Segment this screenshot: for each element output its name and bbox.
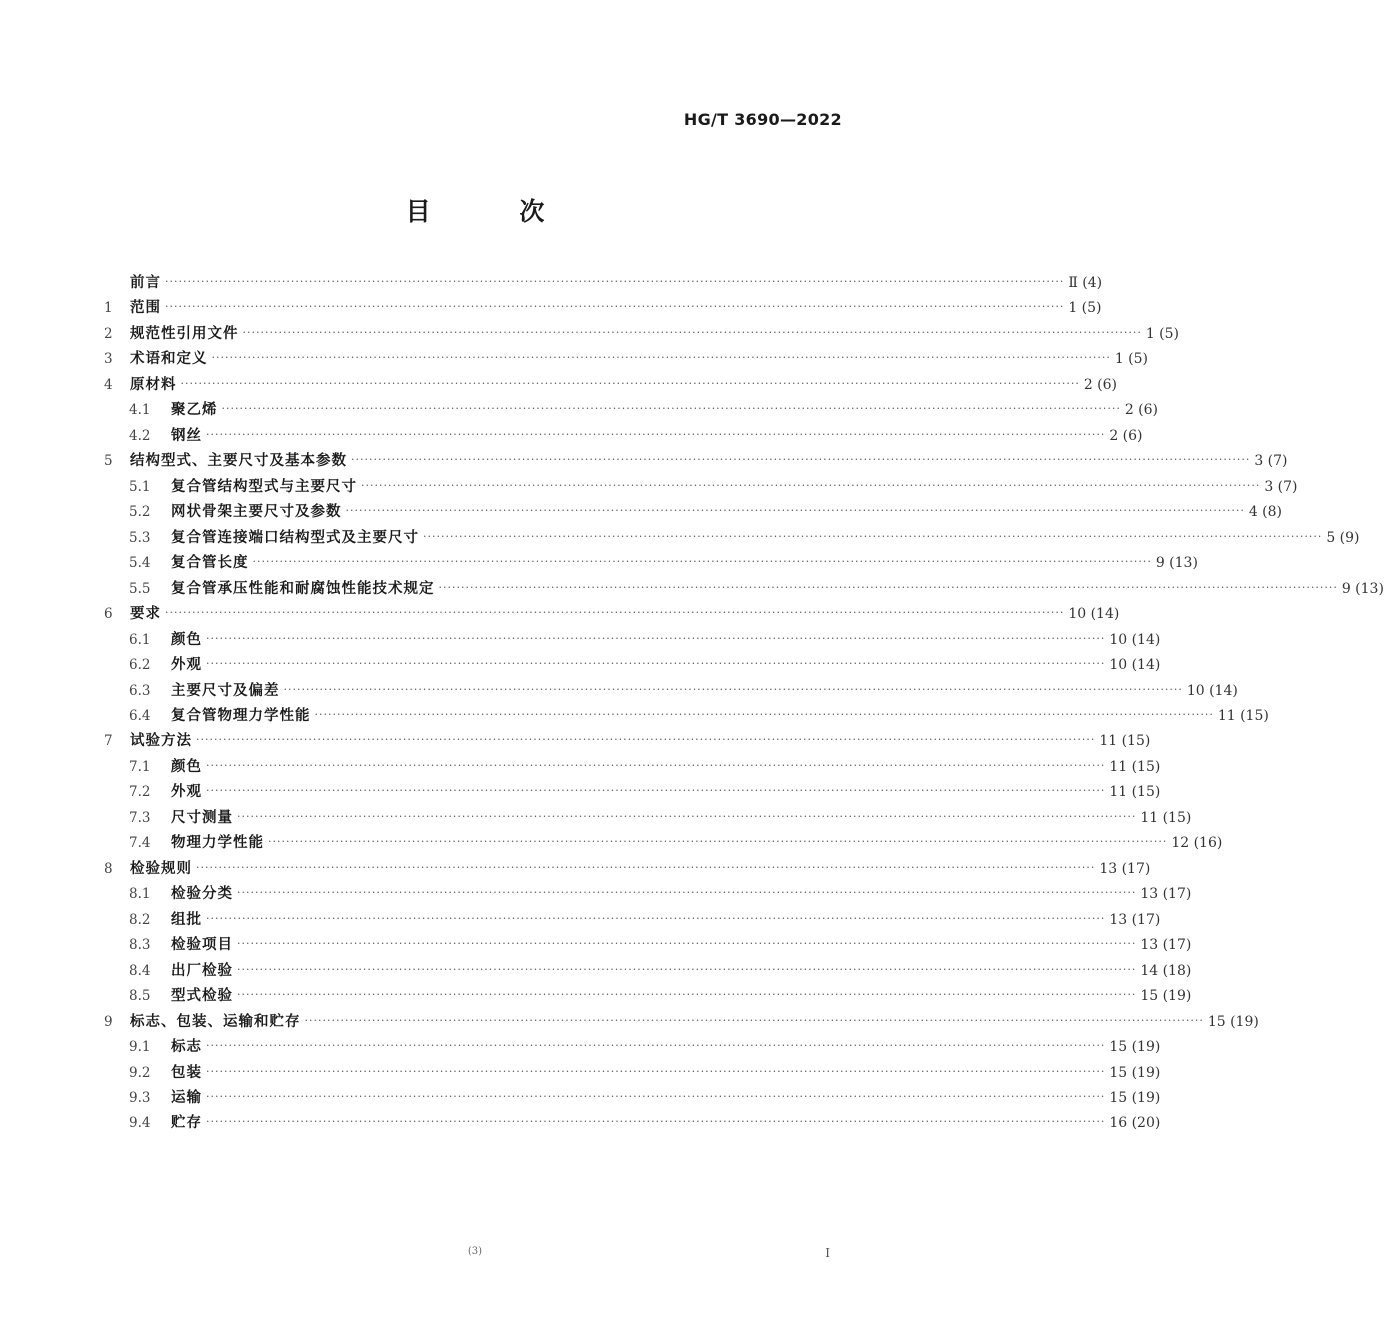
toc-entry-label: 贮存 — [171, 1114, 202, 1132]
toc-entry-number: 6.3 — [129, 682, 151, 699]
toc-entry[interactable] — [104, 628, 1161, 653]
toc-entry-page: 9 (13) — [1341, 580, 1384, 597]
toc-entry-page: 11 (15) — [1140, 809, 1192, 826]
toc-entry-number: 6.4 — [129, 707, 151, 724]
toc-entry[interactable] — [104, 475, 1298, 500]
toc-entry-number: 7.1 — [129, 758, 151, 775]
toc-entry-label: 组批 — [171, 910, 202, 928]
toc-entry-page: 15 (19) — [1207, 1013, 1259, 1030]
toc-entry[interactable] — [104, 984, 1192, 1009]
toc-leader-dots: ········································································································································································································ — [304, 1013, 1204, 1027]
toc-entry[interactable] — [104, 271, 1103, 296]
toc-entry-number: 5.5 — [129, 580, 151, 597]
toc-entry-page: 15 (19) — [1109, 1039, 1161, 1056]
toc-entry[interactable] — [104, 1010, 1259, 1035]
toc-entry-number: 3 — [104, 351, 113, 368]
toc-leader-dots: ········································································································································································································ — [237, 886, 1137, 900]
toc-entry[interactable] — [104, 373, 1118, 398]
toc-entry[interactable] — [104, 398, 1159, 423]
toc-leader-dots: ········································································································································································································ — [237, 962, 1137, 976]
toc-leader-dots: ········································································································································································································ — [165, 606, 1065, 620]
toc-leader-dots: ········································································································································································································ — [351, 453, 1251, 467]
toc-entry[interactable] — [104, 500, 1283, 525]
toc-leader-dots: ········································································································································································································ — [206, 758, 1106, 772]
toc-entry-number: 8.3 — [129, 937, 151, 954]
toc-leader-dots: ········································································································································································································ — [196, 860, 1096, 874]
toc-entry-page: 15 (19) — [1109, 1090, 1161, 1106]
toc-entry-page: 13 (17) — [1099, 860, 1151, 877]
toc-entry-number: 2 — [104, 325, 113, 342]
toc-entry-page: 12 (16) — [1171, 835, 1223, 852]
toc-entry-page: 10 (14) — [1186, 682, 1238, 699]
toc-entry[interactable] — [104, 704, 1269, 729]
toc-entry-label: 颜色 — [171, 630, 202, 648]
toc-leader-dots: ········································································································································································································ — [314, 707, 1214, 721]
toc-entry[interactable] — [104, 755, 1161, 780]
toc-leader-dots: ········································································································································································································ — [361, 478, 1261, 492]
toc-entry-label: 颜色 — [171, 757, 202, 775]
toc-entry-number: 7.4 — [129, 835, 151, 852]
toc-entry-number: 8.2 — [129, 911, 151, 928]
toc-entry[interactable] — [104, 780, 1161, 805]
toc-entry-page: 9 (13) — [1155, 555, 1198, 572]
toc-entry-page: 2 (6) — [1124, 402, 1159, 419]
toc-entry-number: 7.2 — [129, 784, 151, 801]
toc-entry[interactable] — [104, 551, 1198, 576]
toc-entry-page: 10 (14) — [1109, 631, 1161, 648]
toc-leader-dots: ········································································································································································································ — [165, 275, 1065, 288]
toc-entry-page: 1 (5) — [1145, 325, 1180, 342]
toc-leader-dots: ········································································································································································································ — [211, 351, 1111, 365]
toc-entry-page: 1 (5) — [1068, 300, 1102, 317]
toc-leader-dots: ········································································································································································································ — [221, 402, 1121, 416]
toc-entry-page: Ⅱ (4) — [1068, 275, 1103, 291]
toc-entry-number: 9.3 — [129, 1090, 151, 1106]
toc-entry[interactable] — [104, 806, 1192, 831]
toc-entry-label: 复合管连接端口结构型式及主要尺寸 — [171, 528, 419, 546]
toc-leader-dots: ········································································································································································································ — [206, 1115, 1106, 1129]
toc-entry-number: 6.2 — [129, 657, 151, 674]
toc-entry-number: 9.4 — [129, 1115, 151, 1132]
toc-entry[interactable] — [104, 602, 1120, 627]
toc-leader-dots: ········································································································································································································ — [237, 988, 1137, 1002]
toc-leader-dots: ········································································································································································································ — [206, 784, 1106, 798]
toc-entry-label: 规范性引用文件 — [130, 324, 239, 342]
toc-entry-number: 8.1 — [129, 886, 151, 903]
toc-entry-page: 15 (19) — [1109, 1064, 1161, 1081]
toc-entry-number: 8.4 — [129, 962, 151, 979]
toc-entry-label: 外观 — [171, 783, 202, 801]
toc-entry[interactable] — [104, 449, 1288, 474]
toc-entry[interactable] — [104, 322, 1180, 347]
toc-entry-page: 3 (7) — [1254, 453, 1288, 470]
table-of-contents — [104, 271, 1384, 1137]
toc-leader-dots: ········································································································································································································ — [206, 911, 1106, 925]
toc-entry-number: 4 — [104, 376, 113, 393]
toc-entry-label: 标志、包装、运输和贮存 — [130, 1012, 301, 1030]
toc-entry[interactable] — [104, 577, 1384, 602]
toc-entry-label: 出厂检验 — [171, 961, 233, 979]
toc-entry-number: 5.2 — [129, 504, 151, 521]
toc-entry[interactable] — [104, 296, 1102, 321]
toc-entry-label: 主要尺寸及偏差 — [171, 681, 280, 699]
toc-entry[interactable] — [104, 1111, 1161, 1136]
toc-entry-label: 包装 — [171, 1063, 202, 1081]
toc-entry[interactable] — [104, 729, 1151, 754]
toc-leader-dots: ········································································································································································································ — [345, 504, 1245, 518]
toc-leader-dots: ········································································································································································································ — [283, 682, 1183, 696]
standard-code: HG/T 3690—2022 — [683, 110, 842, 129]
toc-entry-label: 术语和定义 — [130, 350, 208, 368]
toc-entry-label: 结构型式、主要尺寸及基本参数 — [130, 452, 347, 470]
toc-entry-label: 原材料 — [130, 375, 177, 393]
toc-entry-label: 复合管长度 — [171, 554, 249, 572]
toc-entry-number: 5.4 — [129, 555, 151, 572]
toc-leader-dots: ········································································································································································································ — [165, 300, 1065, 314]
toc-leader-dots: ········································································································································································································ — [206, 657, 1106, 671]
toc-entry[interactable] — [104, 526, 1360, 551]
toc-entry-page: 11 (15) — [1109, 758, 1161, 775]
toc-entry-label: 范围 — [130, 299, 161, 317]
toc-entry-label: 运输 — [171, 1089, 202, 1106]
toc-entry[interactable] — [104, 933, 1192, 958]
toc-leader-dots: ········································································································································································································ — [438, 580, 1338, 594]
toc-entry[interactable] — [104, 831, 1223, 856]
toc-entry-label: 复合管结构型式与主要尺寸 — [171, 477, 357, 495]
toc-entry-number: 6 — [104, 606, 113, 623]
toc-entry-page: 1 (5) — [1114, 351, 1149, 368]
toc-entry[interactable] — [104, 347, 1149, 372]
toc-entry-label: 型式检验 — [171, 987, 233, 1005]
toc-entry-label: 检验分类 — [171, 885, 233, 903]
toc-entry-number: 5.1 — [129, 478, 151, 495]
toc-entry[interactable] — [104, 679, 1238, 704]
toc-leader-dots: ········································································································································································································ — [206, 427, 1106, 441]
toc-leader-dots: ········································································································································································································ — [252, 555, 1152, 569]
toc-entry[interactable] — [104, 424, 1143, 449]
toc-entry-number: 5 — [104, 453, 113, 470]
toc-entry-number: 9 — [104, 1013, 113, 1030]
toc-entry-label: 前言 — [130, 274, 161, 291]
toc-entry-number: 4.2 — [129, 427, 151, 444]
toc-entry-label: 聚乙烯 — [171, 401, 218, 419]
toc-leader-dots: ········································································································································································································ — [206, 1039, 1106, 1053]
toc-leader-dots: ········································································································································································································ — [268, 835, 1168, 849]
toc-entry[interactable] — [104, 653, 1161, 678]
toc-entry[interactable] — [104, 1061, 1161, 1086]
toc-entry-number: 8.5 — [129, 988, 151, 1005]
toc-entry-label: 试验方法 — [130, 732, 192, 750]
toc-leader-dots: ········································································································································································································ — [237, 809, 1137, 823]
toc-entry[interactable] — [104, 882, 1192, 907]
toc-entry-page: 11 (15) — [1099, 733, 1151, 750]
toc-entry-page: 11 (15) — [1217, 707, 1269, 724]
toc-entry-page: 14 (18) — [1140, 962, 1192, 979]
toc-entry-label: 网状骨架主要尺寸及参数 — [171, 503, 342, 521]
toc-entry-label: 复合管承压性能和耐腐蚀性能技术规定 — [171, 579, 435, 597]
toc-leader-dots: ········································································································································································································ — [206, 1064, 1106, 1078]
toc-entry-page: 13 (17) — [1140, 886, 1192, 903]
toc-entry-label: 要求 — [130, 605, 161, 623]
toc-entry-page: 15 (19) — [1140, 988, 1192, 1005]
toc-entry[interactable] — [104, 959, 1192, 984]
toc-entry-label: 标志 — [171, 1038, 202, 1056]
toc-entry-page: 13 (17) — [1109, 911, 1161, 928]
toc-entry-number: 5.3 — [129, 529, 151, 546]
toc-entry[interactable] — [104, 908, 1161, 933]
toc-entry-label: 外观 — [171, 656, 202, 674]
toc-entry-number: 7.3 — [129, 809, 151, 826]
toc-entry-number: 6.1 — [129, 631, 151, 648]
toc-entry-number: 9.1 — [129, 1039, 151, 1056]
toc-entry-number: 9.2 — [129, 1064, 151, 1081]
toc-entry-page: 5 (9) — [1326, 529, 1360, 546]
page-title: 目 次 — [405, 197, 585, 226]
toc-leader-dots: ········································································································································································································ — [423, 529, 1323, 543]
toc-entry-page: 2 (6) — [1083, 376, 1118, 393]
toc-entry-page: 10 (14) — [1068, 606, 1120, 623]
toc-entry-number: 4.1 — [129, 402, 151, 419]
toc-leader-dots: ········································································································································································································ — [206, 1090, 1106, 1103]
toc-leader-dots: ········································································································································································································ — [206, 631, 1106, 645]
toc-leader-dots: ········································································································································································································ — [180, 376, 1080, 390]
toc-entry-page: 2 (6) — [1109, 427, 1143, 444]
toc-entry-page: 3 (7) — [1264, 478, 1298, 495]
toc-entry-label: 复合管物理力学性能 — [171, 706, 311, 724]
toc-entry-page: 4 (8) — [1248, 504, 1283, 521]
page-number-center: (3) — [467, 1246, 483, 1257]
toc-leader-dots: ········································································································································································································ — [237, 937, 1137, 951]
toc-leader-dots: ········································································································································································································ — [196, 733, 1096, 747]
toc-entry[interactable] — [104, 1035, 1161, 1060]
toc-entry-label: 检验项目 — [171, 936, 233, 954]
toc-entry-label: 物理力学性能 — [171, 834, 264, 852]
toc-entry[interactable] — [104, 1086, 1161, 1111]
toc-entry-page: 13 (17) — [1140, 937, 1192, 954]
toc-entry[interactable] — [104, 857, 1151, 882]
toc-entry-page: 10 (14) — [1109, 657, 1161, 674]
toc-entry-page: 16 (20) — [1109, 1115, 1161, 1132]
toc-entry-label: 检验规则 — [130, 859, 192, 877]
toc-entry-label: 尺寸测量 — [171, 808, 233, 826]
page-number-right: I — [825, 1246, 830, 1260]
toc-entry-number: 8 — [104, 860, 113, 877]
toc-entry-number: 1 — [104, 300, 113, 317]
toc-entry-number: 7 — [104, 733, 113, 750]
toc-leader-dots: ········································································································································································································ — [242, 325, 1142, 339]
toc-entry-page: 11 (15) — [1109, 784, 1161, 801]
toc-entry-label: 钢丝 — [171, 426, 202, 444]
